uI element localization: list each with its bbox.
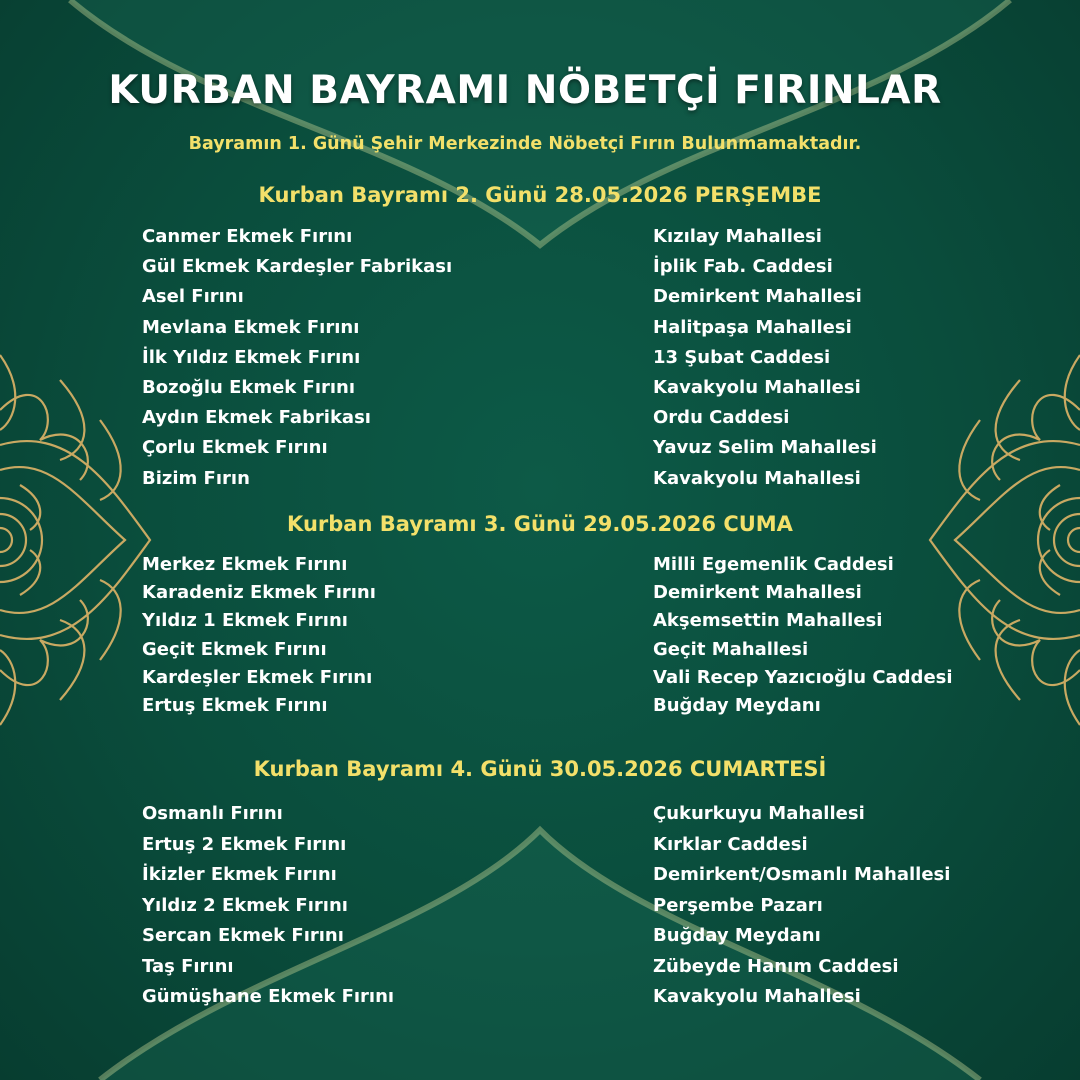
bakery-location: Kavakyolu Mahallesi [653, 467, 861, 489]
bakery-location: Zübeyde Hanım Caddesi [653, 955, 899, 977]
bakery-location: Çukurkuyu Mahallesi [653, 803, 865, 824]
day-2-bakery-list [142, 222, 452, 494]
bakery-name: Yıldız 1 Ekmek Fırını [142, 610, 348, 632]
bakery-name: Kardeşler Ekmek Fırını [142, 666, 373, 688]
bakery-location: Geçit Mahallesi [653, 638, 809, 660]
bakery-location: Buğday Meydanı [653, 925, 821, 946]
bakery-location: Halitpaşa Mahallesi [653, 316, 852, 338]
poster-title: KURBAN BAYRAMI NÖBETÇİ FIRINLAR [108, 68, 942, 113]
bakery-name: Karadeniz Ekmek Fırını [142, 582, 376, 604]
day-4-bakery-list [142, 799, 394, 1013]
bakery-name: Taş Fırını [142, 955, 234, 977]
day-3-bakery-list [142, 551, 376, 720]
bakery-name: Geçit Ekmek Fırını [142, 638, 327, 660]
top-arch-ornament [70, 0, 1010, 245]
bakery-location: Vali Recep Yazıcıoğlu Caddesi [653, 666, 953, 688]
bakery-location: Kavakyolu Mahallesi [653, 376, 861, 398]
bakery-name: Canmer Ekmek Fırını [142, 226, 353, 247]
bakery-location: Kavakyolu Mahallesi [653, 986, 861, 1007]
day-2-heading: Kurban Bayramı 2. Günü 28.05.2026 PERŞEMBE [258, 183, 822, 207]
day-3-location-list [653, 551, 953, 720]
bakery-location: Kırklar Caddesi [653, 833, 808, 855]
bakery-location: 13 Şubat Caddesi [653, 346, 831, 368]
bakery-location: Ordu Caddesi [653, 407, 790, 429]
bakery-name: Mevlana Ekmek Fırını [142, 316, 360, 338]
bakery-name: Çorlu Ekmek Fırını [142, 437, 328, 459]
bakery-name: Bizim Fırın [142, 467, 250, 489]
bakery-location: Demirkent Mahallesi [653, 582, 862, 604]
day-3-heading: Kurban Bayramı 3. Günü 29.05.2026 CUMA [287, 512, 793, 536]
bakery-location: Kızılay Mahallesi [653, 226, 822, 247]
bakery-name: Gül Ekmek Kardeşler Fabrikası [142, 256, 453, 278]
bakery-name: Yıldız 2 Ekmek Fırını [142, 894, 348, 916]
bakery-name: Aydın Ekmek Fabrikası [142, 407, 371, 429]
left-mandala-ornament [0, 355, 150, 725]
bakery-location: Akşemsettin Mahallesi [653, 610, 883, 632]
bakery-name: Asel Fırını [142, 286, 244, 308]
bakery-name: Ertuş Ekmek Fırını [142, 694, 328, 716]
bakery-name: İlk Yıldız Ekmek Fırını [142, 346, 361, 368]
bakery-location: İplik Fab. Caddesi [653, 256, 833, 278]
bakery-name: Osmanlı Fırını [142, 803, 283, 824]
bakery-name: Bozoğlu Ekmek Fırını [142, 376, 356, 398]
bakery-name: Ertuş 2 Ekmek Fırını [142, 833, 347, 855]
bakery-location: Demirkent Mahallesi [653, 286, 862, 308]
day-4-location-list [653, 799, 950, 1013]
day-4-heading: Kurban Bayramı 4. Günü 30.05.2026 CUMARTESİ [253, 757, 827, 781]
bakery-location: Buğday Meydanı [653, 694, 821, 716]
day-2-location-list [653, 222, 877, 494]
bakery-name: Sercan Ekmek Fırını [142, 925, 344, 946]
bakery-location: Perşembe Pazarı [653, 894, 823, 916]
first-day-notice: Bayramın 1. Günü Şehir Merkezinde Nöbetçi Fırın Bulunmamaktadır. [188, 134, 862, 154]
bakery-location: Milli Egemenlik Caddesi [653, 554, 894, 575]
bakery-name: İkizler Ekmek Fırını [142, 864, 337, 885]
bakery-name: Merkez Ekmek Fırını [142, 554, 348, 575]
bakery-location: Demirkent/Osmanlı Mahallesi [653, 864, 951, 885]
bakery-location: Yavuz Selim Mahallesi [653, 437, 877, 459]
bakery-name: Gümüşhane Ekmek Fırını [142, 986, 395, 1007]
